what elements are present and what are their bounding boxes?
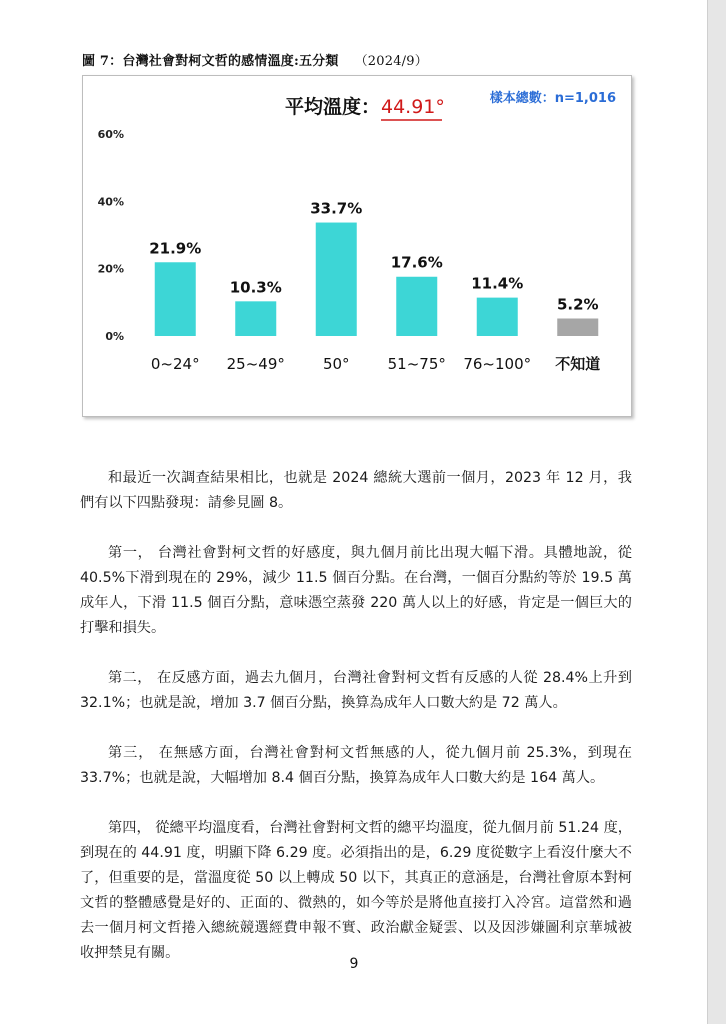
x-category-label: 不知道 (555, 355, 601, 373)
bar (316, 223, 357, 336)
figure-caption (82, 50, 428, 69)
figure-caption-date: （2024/9） (354, 54, 428, 69)
y-tick-label: 40% (97, 195, 124, 209)
paragraph-first: 第一， 台灣社會對柯文哲的好感度，與九個月前比出現大幅下滑。具體地說，從 40.5%下滑到現在的 29%，減少 11.5 個百分點。在台灣，一個百分點約等於 19.5 萬成年人，下滑 11.5 個百分點，意味憑空蒸發 220 萬人以上的好感，肯定是一個巨大的打擊和損失。 (80, 545, 632, 636)
paragraph-second: 第二， 在反感方面，過去九個月，台灣社會對柯文哲有反感的人從 28.4%上升到 32.1%；也就是說，增加 3.7 個百分點，換算為成年人口數大約是 72 萬人。 (80, 670, 632, 711)
bar-value-label: 17.6% (390, 253, 443, 272)
bar (235, 301, 276, 336)
bar (155, 262, 196, 336)
article-body (80, 466, 632, 991)
y-tick-label: 60% (97, 128, 124, 141)
figure-caption-label: 圖 7：台灣社會對柯文哲的感情溫度:五分類 (82, 54, 339, 69)
bar (396, 277, 437, 336)
paragraph-third: 第三， 在無感方面，台灣社會對柯文哲無感的人，從九個月前 25.3%，到現在 33.7%；也就是說，大幅增加 8.4 個百分點，換算為成年人口數大約是 164 萬人。 (80, 745, 632, 786)
bar-value-label: 10.3% (229, 278, 282, 297)
mean-temperature-value: 44.91° (381, 96, 445, 118)
y-tick-label: 0% (105, 330, 124, 343)
page-number: 9 (349, 956, 359, 972)
bar-value-label: 11.4% (471, 274, 524, 293)
sample-size-label: 樣本總數：n=1,016 (489, 91, 616, 106)
bar-value-label: 21.9% (149, 239, 202, 258)
bar-value-label: 33.7% (310, 199, 363, 218)
bar-chart (83, 76, 631, 416)
page-edge (707, 0, 726, 1024)
x-category-label: 51~75° (387, 355, 446, 373)
bar (477, 298, 518, 336)
x-category-label: 76~100° (463, 355, 532, 373)
paragraph-intro: 和最近一次調查結果相比，也就是 2024 總統大選前一個月，2023 年 12 月，我們有以下四點發現：請參見圖 8。 (80, 470, 632, 511)
x-category-label: 0~24° (150, 355, 200, 373)
bar (557, 318, 598, 336)
paragraph-fourth: 第四， 從總平均溫度看，台灣社會對柯文哲的總平均溫度，從九個月前 51.24 度，到現在的 44.91 度，明顯下降 6.29 度。必須指出的是，6.29 度從數字上看沒什麼大不了，但重要的是，當溫度從 50 以上轉成 50 以下，其真正的意涵是，台灣社會原本對柯文哲的整體感覺是好的、正面的、微熱的，如今等於是將他直接打入冷宮。這當然和過去一個月柯文哲捲入總統競選經費申報不實、政治獻金疑雲、以及因涉嫌圖利京華城被收押禁見有關。 (80, 820, 632, 961)
y-tick-label: 20% (97, 262, 124, 276)
x-category-label: 25~49° (226, 355, 285, 373)
bar-value-label: 5.2% (556, 295, 599, 314)
x-category-label: 50° (322, 355, 350, 373)
mean-temperature-label: 平均溫度： (284, 96, 380, 118)
chart-frame (82, 75, 632, 417)
